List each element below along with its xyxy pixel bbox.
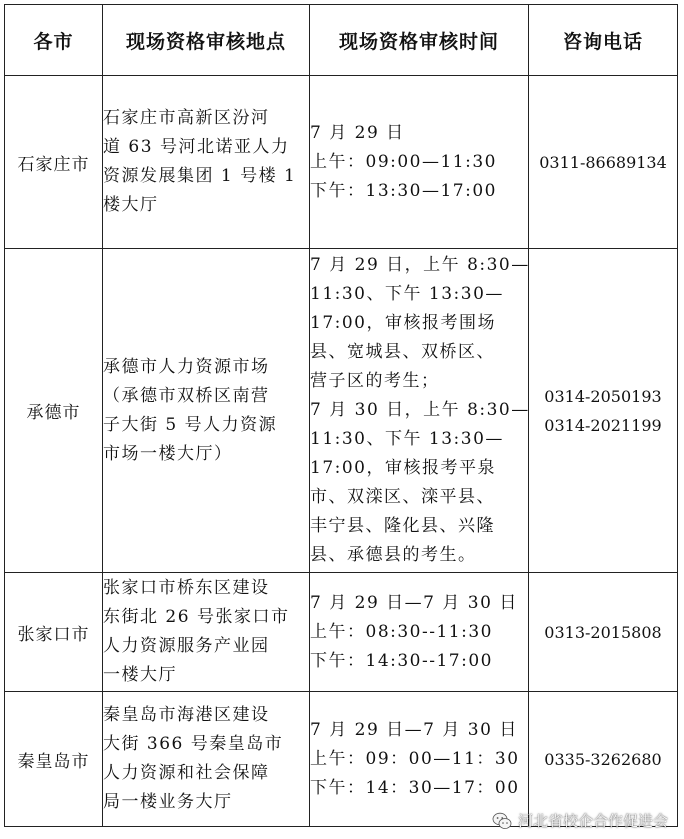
header-time: 现场资格审核时间 [310, 5, 529, 76]
time-line: 7 月 30 日，上午 8:30— [310, 400, 530, 420]
address-line: 局一楼业务大厅 [103, 792, 233, 812]
address-line: 人力资源服务产业园 [103, 636, 270, 656]
time-line: 营子区的考生； [310, 371, 440, 391]
time-line: 11:30、下午 13:30— [310, 429, 504, 449]
header-city: 各市 [5, 5, 103, 76]
header-phone: 咨询电话 [529, 5, 678, 76]
table-row [5, 76, 678, 249]
time-line: 上午：09:00—11:30 [310, 151, 497, 172]
address-line: 石家庄市高新区汾河 [103, 108, 270, 128]
address-line: 人力资源和社会保障 [103, 763, 270, 783]
time-line: 7 月 29 日—7 月 30 日 [310, 719, 518, 740]
time-cell [310, 692, 529, 827]
time-line: 7 月 29 日 [310, 122, 405, 143]
phone-number: 0313-2015808 [544, 622, 662, 642]
city-cell: 张家口市 [5, 573, 103, 692]
phone-number: 0311-86689134 [539, 152, 667, 172]
time-line: 7 月 29 日，上午 8:30— [310, 255, 530, 275]
phone-cell [529, 76, 678, 249]
time-line: 县、承德县的考生。 [310, 545, 477, 565]
time-line: 市、双滦区、滦平县、 [310, 487, 495, 507]
phone-cell [529, 692, 678, 827]
phone-number: 0314-2021199 [544, 415, 662, 435]
table-header-row [5, 5, 678, 76]
time-line: 下午：13:30—17:00 [310, 180, 497, 201]
address-line: 楼大厅 [103, 195, 159, 215]
address-cell [103, 76, 310, 249]
address-line: 市场一楼大厅） [103, 443, 233, 464]
time-line: 上午：09：00—11：30 [310, 748, 520, 769]
time-line: 下午：14:30--17:00 [310, 650, 493, 671]
time-line: 丰宁县、隆化县、兴隆 [310, 516, 495, 536]
wechat-watermark [492, 810, 668, 831]
time-line: 11:30、下午 13:30— [310, 284, 504, 304]
address-line: 资源发展集团 1 号楼 1 [103, 166, 297, 186]
address-line: 道 63 号河北诺亚人力 [103, 137, 290, 157]
time-line: 上午：08:30--11:30 [310, 621, 493, 642]
address-cell [103, 692, 310, 827]
header-location: 现场资格审核地点 [103, 5, 310, 76]
address-line: 子大街 5 号人力资源 [103, 414, 278, 435]
table-row [5, 249, 678, 573]
phone-number: 0314-2050193 [544, 386, 662, 406]
phone-cell [529, 573, 678, 692]
time-line: 县、宽城县、双桥区、 [310, 342, 495, 362]
time-cell [310, 76, 529, 249]
time-line: 下午：14：30—17：00 [310, 777, 520, 798]
time-line: 17:00，审核报考围场 [310, 313, 496, 333]
address-cell [103, 573, 310, 692]
city-cell: 承德市 [5, 249, 103, 573]
address-line: 大街 366 号秦皇岛市 [103, 734, 284, 754]
table-row [5, 573, 678, 692]
address-line: 张家口市桥东区建设 [103, 578, 270, 598]
address-line: 秦皇岛市海港区建设 [103, 705, 270, 725]
phone-number: 0335-3262680 [544, 749, 662, 769]
table-row [5, 692, 678, 827]
city-cell: 石家庄市 [5, 76, 103, 249]
time-cell [310, 249, 529, 573]
address-line: 承德市人力资源市场 [103, 356, 270, 377]
time-cell [310, 573, 529, 692]
address-cell [103, 249, 310, 573]
review-schedule-table [4, 4, 678, 827]
watermark-text: 河北省校企合作促进会 [517, 812, 668, 830]
time-line: 17:00，审核报考平泉 [310, 458, 496, 478]
phone-cell [529, 249, 678, 573]
address-line: 东街北 26 号张家口市 [103, 607, 290, 627]
time-line: 7 月 29 日—7 月 30 日 [310, 592, 518, 613]
address-line: 一楼大厅 [103, 665, 177, 685]
wechat-logo-icon [492, 811, 512, 831]
address-line: （承德市双桥区南营 [103, 385, 270, 406]
city-cell: 秦皇岛市 [5, 692, 103, 827]
